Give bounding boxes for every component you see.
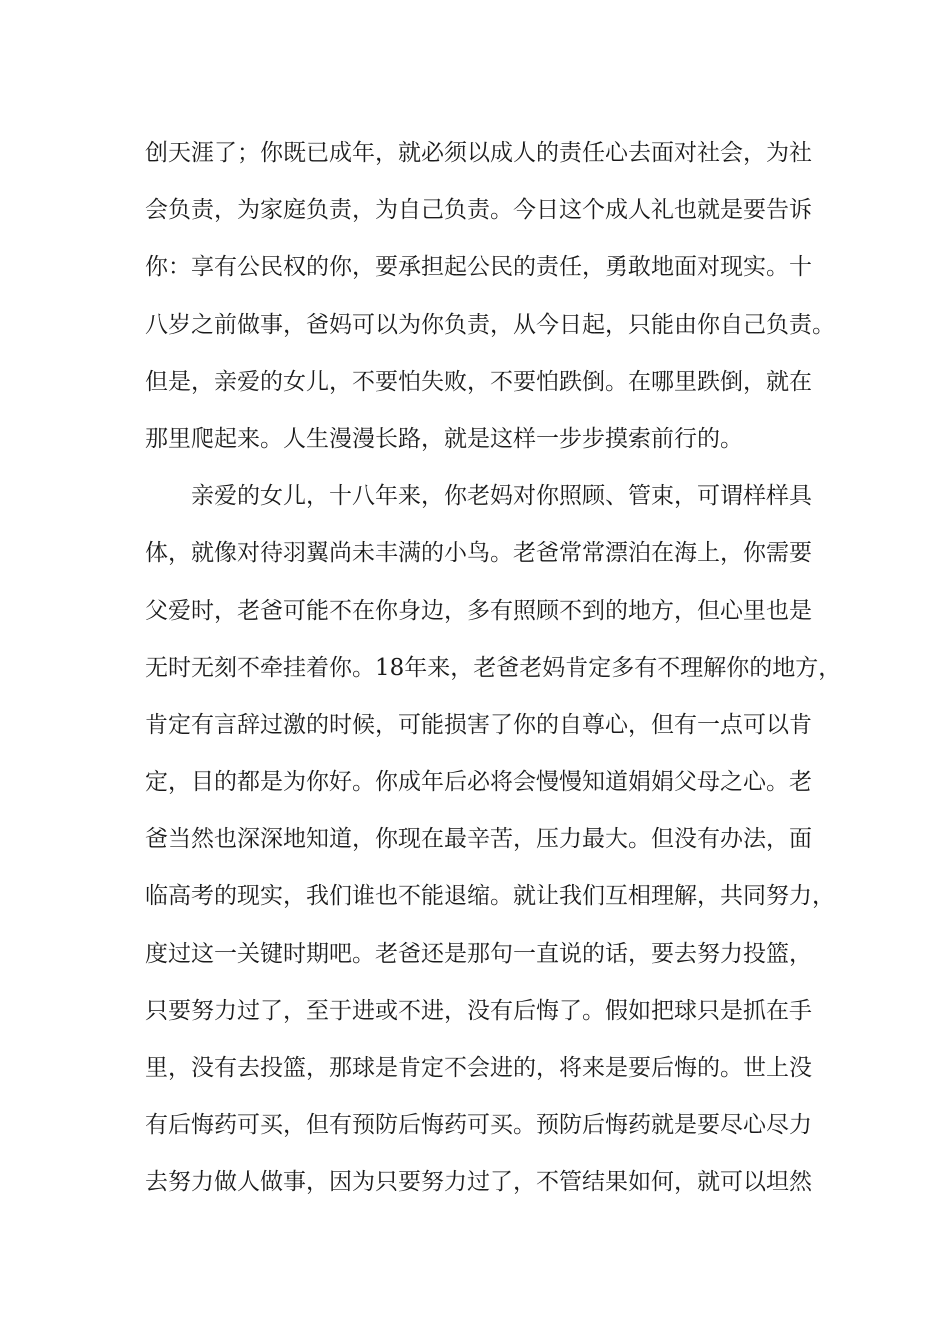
text-line: 临高考的现实，我们谁也不能退缩。就让我们互相理解，共同努力， bbox=[145, 883, 835, 910]
text-line: 体，就像对待羽翼尚未丰满的小鸟。老爸常常漂泊在海上，你需要 bbox=[145, 540, 812, 567]
text-line-first-indent: 亲爱的女儿，十八年来，你老妈对你照顾、管束，可谓样样具 bbox=[191, 483, 812, 510]
text-line: 肯定有言辞过激的时候，可能损害了你的自尊心，但有一点可以肯 bbox=[145, 711, 812, 738]
text-line: 父爱时，老爸可能不在你身边，多有照顾不到的地方，但心里也是 bbox=[145, 597, 812, 624]
text-line: 八岁之前做事，爸妈可以为你负责，从今日起，只能由你自己负责。 bbox=[145, 311, 835, 338]
text-line: 但是，亲爱的女儿，不要怕失败，不要怕跌倒。在哪里跌倒，就在 bbox=[145, 368, 812, 395]
text-line: 度过这一关键时期吧。老爸还是那句一直说的话，要去努力投篮， bbox=[145, 940, 812, 967]
text-line: 你：享有公民权的你，要承担起公民的责任，勇敢地面对现实。十 bbox=[145, 254, 812, 281]
text-line: 无时无刻不牵挂着你。18年来，老爸老妈肯定多有不理解你的地方， bbox=[145, 654, 842, 681]
text-line: 会负责，为家庭负责，为自己负责。今日这个成人礼也就是要告诉 bbox=[145, 197, 812, 224]
text-line: 有后悔药可买，但有预防后悔药可买。预防后悔药就是要尽心尽力 bbox=[145, 1112, 812, 1139]
body-text bbox=[145, 131, 842, 1218]
text-line: 创天涯了；你既已成年，就必须以成人的责任心去面对社会，为社 bbox=[145, 140, 812, 166]
text-line: 只要努力过了，至于进或不进，没有后悔了。假如把球只是抓在手 bbox=[145, 997, 812, 1024]
text-line: 里，没有去投篮，那球是肯定不会进的，将来是要后悔的。世上没 bbox=[145, 1055, 812, 1081]
text-line: 爸当然也深深地知道，你现在最辛苦，压力最大。但没有办法，面 bbox=[145, 826, 812, 853]
text-line: 那里爬起来。人生漫漫长路，就是这样一步步摸索前行的。 bbox=[145, 425, 743, 452]
text-line: 去努力做人做事，因为只要努力过了，不管结果如何，就可以坦然 bbox=[145, 1169, 812, 1196]
text-line: 定，目的都是为你好。你成年后必将会慢慢知道娟娟父母之心。老 bbox=[145, 769, 812, 796]
